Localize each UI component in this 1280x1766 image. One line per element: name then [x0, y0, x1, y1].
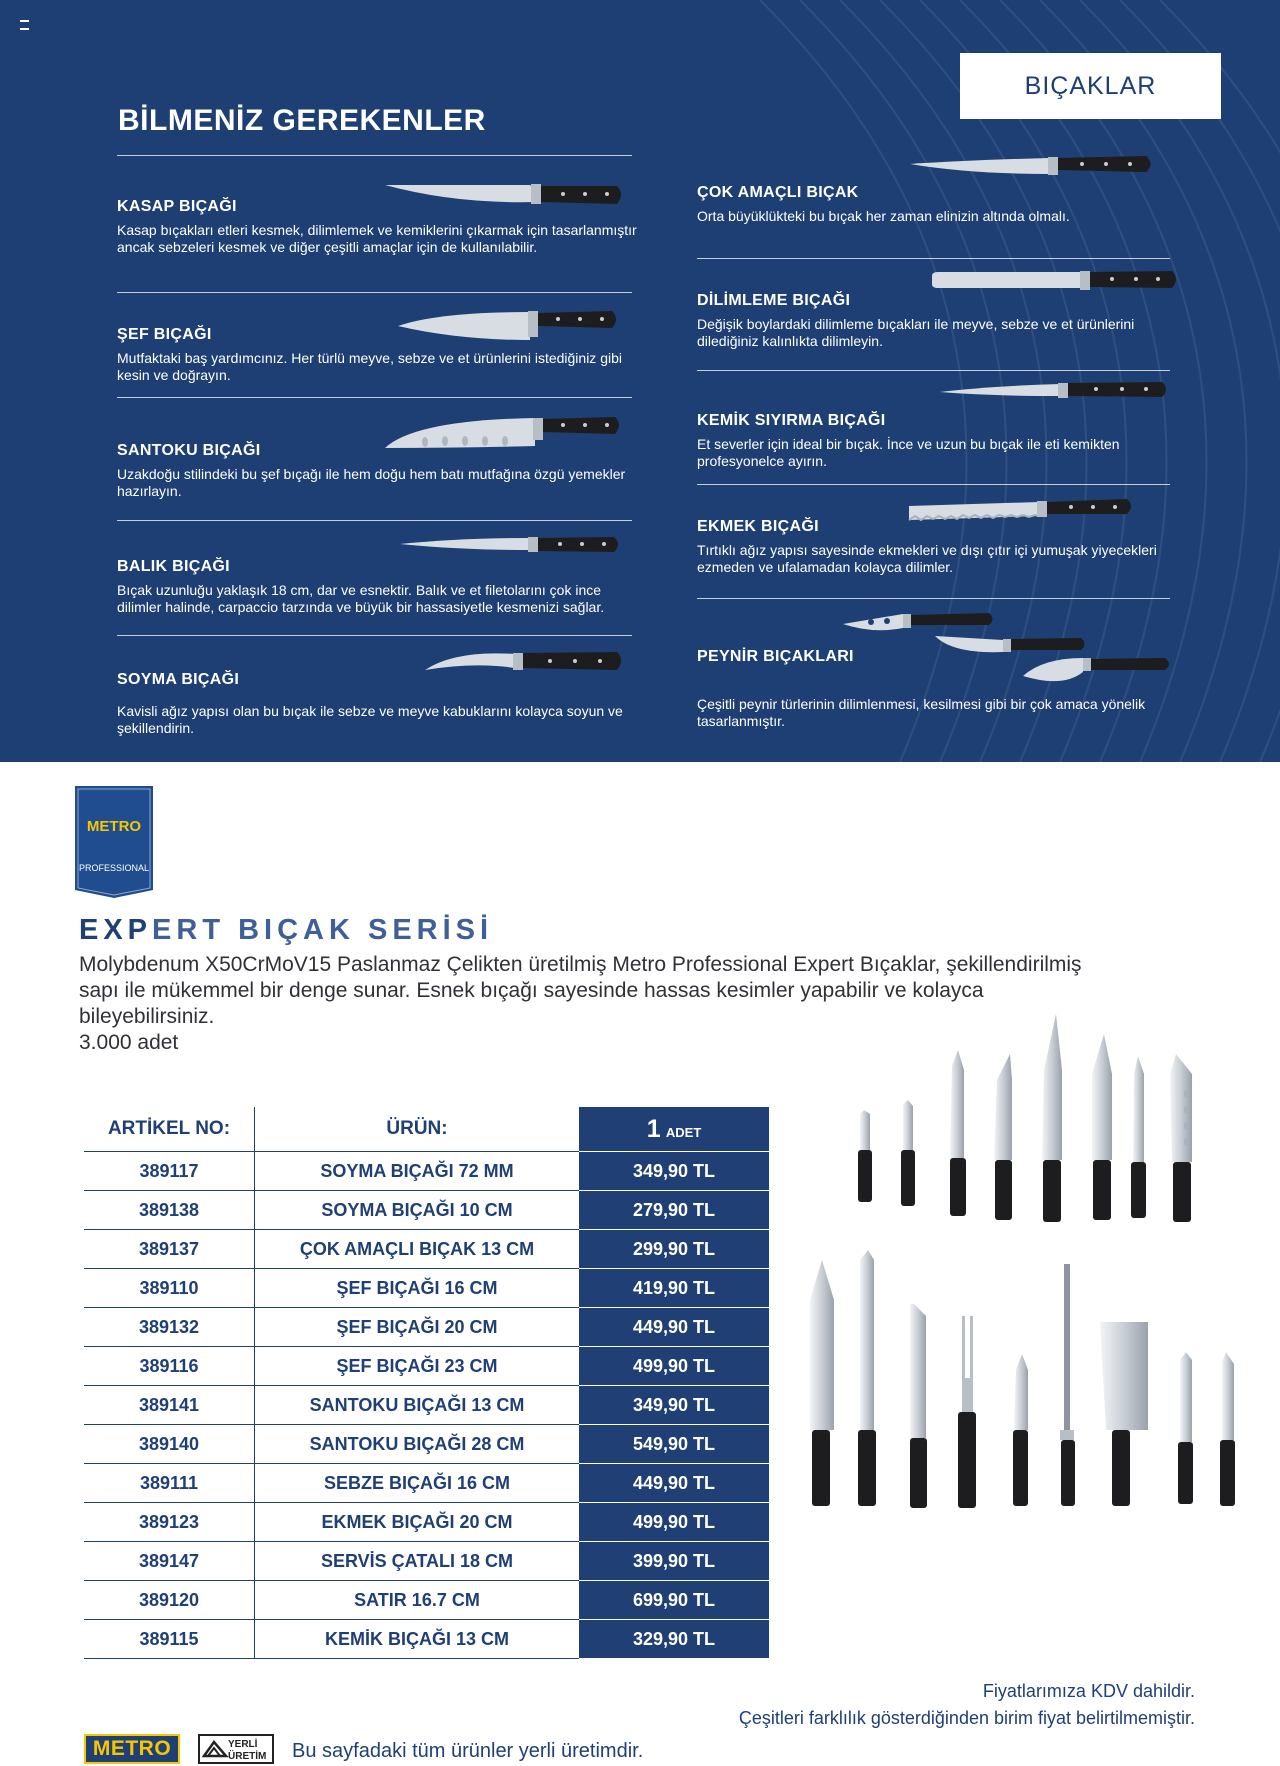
utility-knife-image [910, 152, 1155, 182]
table-row [84, 1503, 769, 1542]
product-name: ŞEF BIÇAĞI 23 CM [255, 1347, 580, 1386]
knife-description: Tırtıklı ağız yapısı sayesinde ekmekleri ve dışı çıtır içi yumuşak yiyecekleri ezmeden ve ufalamadan kolayca dilimler. [697, 542, 1157, 575]
product-price: 499,90 TL [579, 1503, 769, 1542]
knife-description: Değişik boylardaki dilimleme bıçakları ile meyve, sebze ve et ürünlerini dilediğiniz kalınlıkta dilimleyin. [697, 316, 1135, 349]
vat-note: Fiyatlarımıza KDV dahildir. [982, 1681, 1195, 1701]
product-price: 329,90 TL [579, 1620, 769, 1659]
product-price: 349,90 TL [579, 1152, 769, 1191]
product-price: 449,90 TL [579, 1464, 769, 1503]
slicing-knife-image [932, 268, 1180, 296]
header-qty-unit: ADET [665, 1124, 702, 1140]
product-price: 699,90 TL [579, 1581, 769, 1620]
knife-info-santoku [117, 442, 637, 500]
product-price: 299,90 TL [579, 1230, 769, 1269]
yerli-badge-line2: ÜRETİM [228, 1751, 267, 1762]
yerli-uretim-badge [198, 1734, 274, 1764]
product-price: 279,90 TL [579, 1191, 769, 1230]
knife-title: PEYNİR BIÇAKLARI [697, 648, 854, 665]
table-row [84, 1425, 769, 1464]
table-row [84, 1269, 769, 1308]
divider [117, 292, 632, 293]
knife-info-kemik [697, 412, 1177, 470]
article-code: 389140 [84, 1425, 255, 1464]
knife-title: ŞEF BIÇAĞI [117, 326, 212, 343]
knife-title: KEMİK SIYIRMA BIÇAĞI [697, 412, 886, 429]
logo-main-text: METRO [86, 818, 142, 835]
product-name: EKMEK BIÇAĞI 20 CM [255, 1503, 580, 1542]
knife-title: DİLİMLEME BIÇAĞI [697, 292, 851, 309]
product-name: ŞEF BIÇAĞI 16 CM [255, 1269, 580, 1308]
knife-description: Et severler için ideal bir bıçak. İnce ve uzun bu bıçak ile eti kemikten profesyonelce ayırın. [697, 436, 1120, 469]
santoku-knife-image [385, 412, 623, 450]
product-name: SOYMA BIÇAĞI 10 CM [255, 1191, 580, 1230]
knife-title: EKMEK BIÇAĞI [697, 518, 819, 535]
knife-description: Çeşitli peynir türlerinin dilimlenmesi, kesilmesi gibi bir çok amaca yönelik tasarlanmıştır. [697, 696, 1146, 729]
knife-info-balik [117, 558, 637, 616]
article-code: 389120 [84, 1581, 255, 1620]
knife-description: Uzakdoğu stilindeki bu şef bıçağı ile hem doğu hem batı mutfağına özgü yemekler hazırlayın. [117, 466, 626, 499]
knife-description: Orta büyüklükteki bu bıçak her zaman elinizin altında olmalı. [697, 208, 1070, 224]
knife-set-image [800, 1010, 1240, 1520]
header-qty-number: 1 [646, 1114, 661, 1143]
divider [117, 635, 632, 636]
article-code: 389111 [84, 1464, 255, 1503]
knife-description: Bıçak uzunluğu yaklaşık 18 cm, dar ve esnektir. Balık ve et filetolarını çok ince dilimler halinde, carpaccio tarzında ve büyük bir hassasiyetle kesmenizi sağlar. [117, 582, 605, 615]
table-header-row [84, 1107, 769, 1152]
fish-knife-image [400, 534, 622, 558]
knife-info-soyma [117, 671, 637, 737]
product-price: 499,90 TL [579, 1347, 769, 1386]
product-price: 549,90 TL [579, 1425, 769, 1464]
logo-sub-text: PROFESSIONAL [78, 863, 150, 873]
yerli-badge-line1: YERLİ [228, 1739, 258, 1750]
info-panel [0, 0, 1280, 762]
knife-title: KASAP BIÇAĞI [117, 198, 237, 215]
divider [697, 484, 1170, 485]
divider [697, 370, 1170, 371]
knife-info-cok-amacli [697, 184, 1177, 225]
unit-price-note: Çeşitleri farklılık gösterdiğinden birim fiyat belirtilmemiştir. [738, 1708, 1195, 1728]
paring-knife-image [425, 648, 625, 676]
knife-info-dilimleme [697, 292, 1177, 350]
table-row [84, 1581, 769, 1620]
butcher-knife-image [385, 182, 625, 212]
metro-logo: METRO [84, 1734, 180, 1764]
divider [117, 155, 632, 156]
product-name: ÇOK AMAÇLI BIÇAK 13 CM [255, 1230, 580, 1269]
table-row [84, 1386, 769, 1425]
article-code: 389116 [84, 1347, 255, 1386]
knife-description: Kasap bıçakları etleri kesmek, dilimlemek ve kemiklerini çıkarmak için tasarlanmıştır ancak sebzeleri kesmek ve diğer çeşitli amaçlar için de kullanılabilir. [117, 222, 637, 255]
article-code: 389123 [84, 1503, 255, 1542]
product-price: 349,90 TL [579, 1386, 769, 1425]
divider [697, 258, 1170, 259]
knife-title: ÇOK AMAÇLI BIÇAK [697, 184, 859, 201]
product-name: KEMİK BIÇAĞI 13 CM [255, 1620, 580, 1659]
product-price: 419,90 TL [579, 1269, 769, 1308]
price-table [84, 1107, 769, 1659]
header-article-no: ARTİKEL NO: [84, 1107, 255, 1152]
category-tag: BIÇAKLAR [960, 53, 1221, 119]
series-title-part2: ERT BIÇAK SERİSİ [152, 914, 494, 946]
article-code: 389138 [84, 1191, 255, 1230]
table-row [84, 1308, 769, 1347]
article-code: 389141 [84, 1386, 255, 1425]
divider [117, 520, 632, 521]
header-product: ÜRÜN: [255, 1107, 580, 1152]
table-row [84, 1464, 769, 1503]
product-name: ŞEF BIÇAĞI 20 CM [255, 1308, 580, 1347]
product-name: SERVİS ÇATALI 18 CM [255, 1542, 580, 1581]
product-name: SANTOKU BIÇAĞI 13 CM [255, 1386, 580, 1425]
knife-info-ekmek [697, 518, 1177, 576]
product-price: 399,90 TL [579, 1542, 769, 1581]
product-name: SANTOKU BIÇAĞI 28 CM [255, 1425, 580, 1464]
knife-title: SOYMA BIÇAĞI [117, 671, 240, 688]
section-heading: BİLMENİZ GEREKENLER [118, 104, 486, 137]
article-code: 389147 [84, 1542, 255, 1581]
local-production-text: Bu sayfadaki tüm ürünler yerli üretimdir. [292, 1740, 644, 1762]
bread-knife-image [905, 494, 1135, 526]
metro-professional-logo [75, 786, 153, 898]
table-row [84, 1620, 769, 1659]
product-name: SEBZE BIÇAĞI 16 CM [255, 1464, 580, 1503]
header-quantity [579, 1107, 769, 1152]
knife-description: Kavisli ağız yapısı olan bu bıçak ile sebze ve meyve kabuklarını kolayca soyun ve şekillendirin. [117, 703, 623, 736]
article-code: 389110 [84, 1269, 255, 1308]
chef-knife-image [398, 308, 620, 344]
language-flag-icon[interactable] [20, 20, 29, 30]
divider [117, 397, 632, 398]
boning-knife-image [940, 378, 1170, 404]
article-code: 389115 [84, 1620, 255, 1659]
table-row [84, 1230, 769, 1269]
article-code: 389137 [84, 1230, 255, 1269]
table-row [84, 1347, 769, 1386]
product-name: SATIR 16.7 CM [255, 1581, 580, 1620]
series-title [79, 914, 493, 947]
product-name: SOYMA BIÇAĞI 72 MM [255, 1152, 580, 1191]
divider [697, 598, 1170, 599]
article-code: 389117 [84, 1152, 255, 1191]
cheese-knives-image [843, 610, 1173, 690]
knife-title: SANTOKU BIÇAĞI [117, 442, 261, 459]
series-quantity: 3.000 adet [79, 1031, 179, 1054]
article-code: 389132 [84, 1308, 255, 1347]
table-row [84, 1191, 769, 1230]
knife-title: BALIK BIÇAĞI [117, 558, 230, 575]
table-row [84, 1152, 769, 1191]
knife-description: Mutfaktaki baş yardımcınız. Her türlü meyve, sebze ve et ürünlerini istediğiniz gibi kesin ve doğrayın. [117, 350, 622, 383]
series-description: Molybdenum X50CrMoV15 Paslanmaz Çelikten üretilmiş Metro Professional Expert Bıçaklar, şekillendirilmiş sapı ile mükemmel bir denge sunar. Esnek bıçağı sayesinde hassas kesimler yapabilir ve kolayca bileyebilirsiniz. [79, 953, 1082, 1028]
product-price: 449,90 TL [579, 1308, 769, 1347]
series-title-part1: EXP [79, 914, 153, 946]
table-row [84, 1542, 769, 1581]
